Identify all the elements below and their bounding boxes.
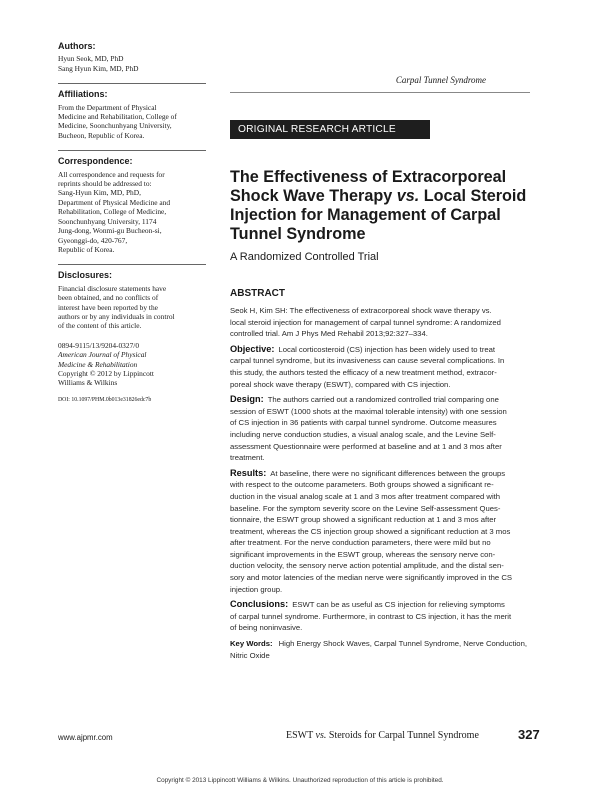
page-number: 327: [518, 727, 540, 742]
affiliation-line: Bucheon, Republic of Korea.: [58, 130, 145, 140]
correspondence-line: All correspondence and requests for: [58, 169, 165, 179]
disclosures-heading: Disclosures:: [58, 270, 113, 281]
abstract-citation: Seok H, Kim SH: The effectiveness of extracorporeal shock wave therapy vs. local steroid injection for management of carpal tunnel syndrome: A randomized controlled trial. Am J Phys Med Rehabil 2013;92:327–334.: [230, 306, 501, 339]
journal-name-line: Medicine & Rehabilitation: [58, 359, 138, 369]
author-line: Sang Hyun Kim, MD, PhD: [58, 63, 139, 73]
abstract-heading: ABSTRACT: [230, 288, 285, 299]
disclosure-line: been obtained, and no conflicts of: [58, 293, 159, 303]
article-title: [230, 168, 550, 244]
title-line: Shock Wave Therapy vs. Local Steroid: [230, 187, 527, 205]
correspondence-line: Jung-dong, Wonmi-gu Bucheon-si,: [58, 226, 162, 236]
correspondence-line: reprints should be addressed to:: [58, 179, 152, 189]
author-line: Hyun Seok, MD, PhD: [58, 54, 124, 64]
abstract-keywords: Key Words: High Energy Shock Waves, Carpal Tunnel Syndrome, Nerve Conduction, Nitric Oxide: [230, 639, 527, 660]
journal-name-line: American Journal of Physical: [58, 350, 147, 360]
publication-info: [58, 341, 206, 405]
running-footer: ESWT vs. Steroids for Carpal Tunnel Syndrome: [286, 730, 479, 741]
correspondence-text: [58, 170, 206, 255]
correspondence-line: Gyeonggi-do, 420-767,: [58, 235, 128, 245]
section-divider: [58, 83, 206, 84]
affiliations-block: [58, 90, 206, 140]
copyright-line: Williams & Wilkins: [58, 378, 118, 388]
abstract-conclusions: Conclusions: ESWT can be as useful as CS injection for relieving symptoms of carpal tunnel syndrome. Furthermore, in contrast to CS injection, it has the merit of being noninvasive.: [230, 599, 512, 633]
title-line: Injection for Management of Carpal: [230, 206, 501, 224]
keywords-label: Key Words:: [230, 639, 273, 649]
authors-block: [58, 42, 206, 73]
doi: DOI: 10.1097/PHM.0b013e31826edc7b: [58, 396, 152, 403]
section-divider: [58, 150, 206, 151]
title-line: Tunnel Syndrome: [230, 225, 366, 243]
abstract-design: Design: The authors carried out a randomized controlled trial comparing one session of ESWT (1000 shots at the maximal tolerable intensity) with one session of CS injection in 36 patients with carpal tunnel syndrome. Outcome measures including nerve conduction studies, a visual analog scale, and the Levine Self- assessment Questionnaire were performed at baseline and at 1 and 3 mos after treatment.: [230, 394, 507, 463]
disclosure-line: authors or by any individuals in control: [58, 311, 175, 321]
disclosure-line: Financial disclosure statements have: [58, 283, 167, 293]
affiliation-line: Medicine and Rehabilitation, College of: [58, 112, 177, 122]
abstract-objective: Objective: Local corticosteroid (CS) injection has been widely used to treat carpal tunnel syndrome, but its invasiveness can cause several complications. In this study, the authors tested the efficacy of a new treatment method, extracor- poreal shock wave therapy (ESWT), compared with CS injection.: [230, 343, 505, 389]
results-label: Results:: [230, 467, 267, 478]
authors-heading: Authors:: [58, 41, 96, 51]
journal-website: www.ajpmr.com: [58, 733, 113, 742]
authors-list: [58, 54, 206, 73]
copyright-line: Copyright © 2012 by Lippincott: [58, 368, 154, 378]
correspondence-line: Sang-Hyun Kim, MD, PhD,: [58, 188, 141, 198]
abstract-results: Results: At baseline, there were no significant differences between the groups with respect to the outcome parameters. Both groups showed a significant re- duction in the visual analog scale at 1 and 3 mos after treatment compared with baseline. For the symptom severity score on the Levine Self-assessment Ques- tionnaire, the ESWT group showed a significant reduction at 1 and 3 mos after treatment, whereas the CS injection group showed a significant reduction at 3 mos after treatment. For the nerve conduction parameters, there were mild but no significant improvements in the ESWT group, whereas the sensory nerve con- duction velocity, the sensory nerve action potential amplitude, and the distal sen- sory and motor latencies of the median nerve were significantly improved in the CS injection group.: [230, 467, 513, 594]
disclosure-line: interest have been reported by the: [58, 302, 158, 312]
correspondence-line: Rehabilitation, College of Medicine,: [58, 207, 167, 217]
disclosures-text: [58, 284, 206, 331]
abstract-body: [230, 305, 545, 665]
disclosures-block: [58, 271, 206, 330]
correspondence-line: Republic of Korea.: [58, 244, 115, 254]
article-subtitle: A Randomized Controlled Trial: [230, 251, 379, 263]
title-line: The Effectiveness of Extracorporeal: [230, 168, 507, 186]
conclusions-label: Conclusions:: [230, 599, 289, 610]
design-label: Design:: [230, 394, 264, 405]
affiliation-line: Medicine, Soonchunhyang University,: [58, 121, 172, 131]
affiliation-line: From the Department of Physical: [58, 102, 157, 112]
objective-label: Objective:: [230, 343, 275, 354]
correspondence-heading: Correspondence:: [58, 156, 133, 167]
correspondence-block: [58, 157, 206, 254]
issn: 0894-9115/13/9204-0327/0: [58, 340, 140, 350]
disclosure-line: of the content of this article.: [58, 321, 142, 331]
copyright-notice: Copyright © 2013 Lippincott Williams & Wilkins. Unauthorized reproduction of this article is prohibited.: [156, 777, 444, 784]
left-sidebar: [58, 42, 206, 405]
correspondence-line: Department of Physical Medicine and: [58, 197, 171, 207]
section-divider: [58, 264, 206, 265]
affiliations-heading: Affiliations:: [58, 89, 108, 100]
article-type-banner: ORIGINAL RESEARCH ARTICLE: [230, 120, 430, 139]
header-rule: [230, 92, 530, 93]
running-head: Carpal Tunnel Syndrome: [395, 75, 486, 85]
affiliations-text: [58, 103, 206, 141]
correspondence-line: Soonchunhyang University, 1174: [58, 216, 157, 226]
